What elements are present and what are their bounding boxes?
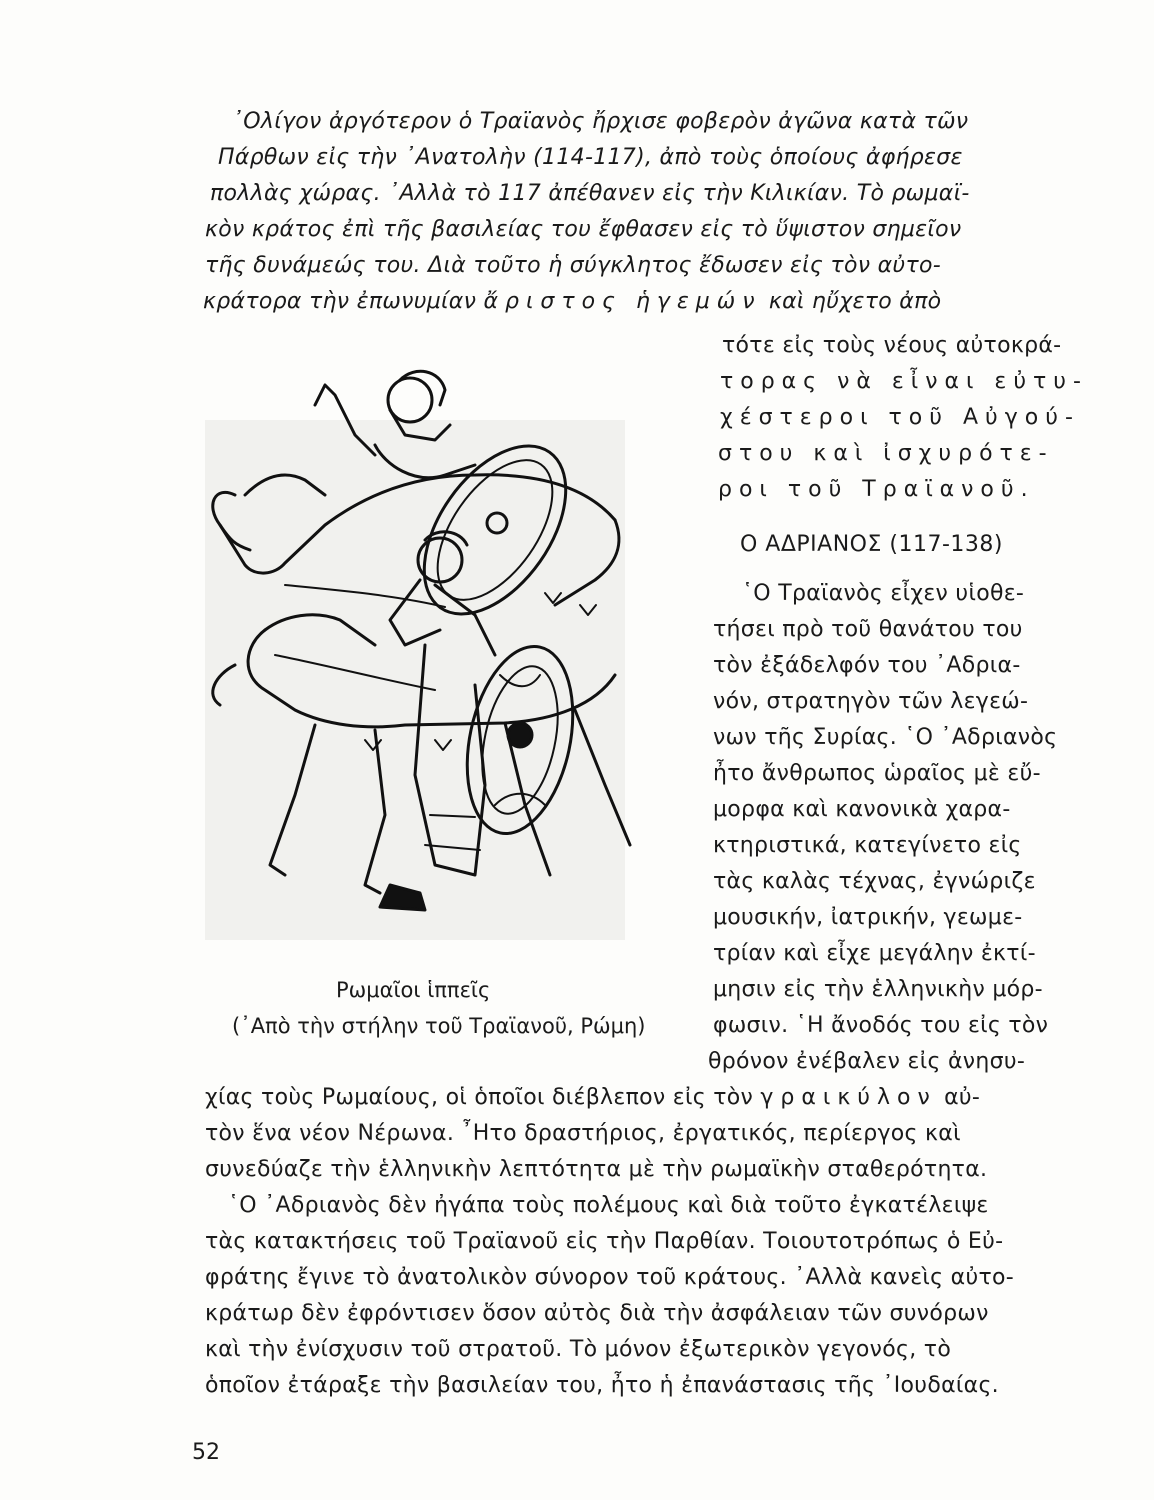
text-span: αὐ- — [944, 1085, 981, 1110]
right-column-line: μησιν εἰς τὴν ἑλληνικὴν μόρ- — [713, 977, 1043, 1002]
spaced-emphasis: γραικύλον — [760, 1085, 937, 1110]
right-column-line: νων τῆς Συρίας. ῾Ο ᾿Αδριανὸς — [713, 725, 1058, 750]
roman-cavalry-illustration — [175, 345, 645, 965]
right-column-line: θρόνον ἐνέβαλεν εἰς ἀνησυ- — [708, 1049, 1026, 1074]
text-line: πολλὰς χώρας. ᾿Αλλὰ τὸ 117 ἀπέθανεν εἰς τὴν Κιλικίαν. Τὸ ρωμαϊ- — [210, 181, 970, 206]
text-line: τῆς δυνάμεώς του. Διὰ τοῦτο ἡ σύγκλητος ἔδωσεν εἰς τὸν αὐτο- — [205, 253, 941, 278]
right-column-line: ἦτο ἄνθρωπος ὡραῖος μὲ εὔ- — [713, 761, 1041, 786]
text-line: κὸν κράτος ἐπὶ τῆς βασιλείας του ἔφθασεν εἰς τὸ ὕψιστον σημεῖον — [205, 217, 962, 242]
spaced-emphasis: ἄριστος ἡγεμών — [483, 289, 762, 314]
text-line: φράτης ἔγινε τὸ ἀνατολικὸν σύνορον τοῦ κράτους. ᾿Αλλὰ κανεὶς αὐτο- — [205, 1265, 1015, 1290]
right-column-line: τότε εἰς τοὺς νέους αὐτοκρά- — [722, 333, 1062, 358]
right-column-line: νόν, στρατηγὸν τῶν λεγεώ- — [713, 689, 1029, 714]
section-heading: Ο ΑΔΡΙΑΝΟΣ (117-138) — [740, 532, 1003, 557]
text-line: ῾Ο ᾿Αδριανὸς δὲν ἠγάπα τοὺς πολέμους καὶ διὰ τοῦτο ἐγκατέλειψε — [228, 1193, 989, 1218]
text-span: χίας τοὺς Ρωμαίους, οἱ ὁποῖοι διέβλεπον εἰς τὸν — [205, 1085, 754, 1110]
right-column-line: τορας νὰ εἶναι εὐτυ- — [720, 369, 1088, 394]
text-line — [205, 1084, 1075, 1112]
right-column-line: χέστεροι τοῦ Αὐγού- — [720, 405, 1080, 430]
right-column-line: τήσει πρὸ τοῦ θανάτου του — [713, 617, 1023, 642]
right-column-line: ῾Ο Τραϊανὸς εἶχεν υἱοθε- — [742, 581, 1025, 606]
text-line: τὰς κατακτήσεις τοῦ Τραϊανοῦ εἰς τὴν Παρθίαν. Τοιουτοτρόπως ὁ Εὐ- — [205, 1229, 1004, 1254]
text-line — [203, 288, 1073, 316]
right-column-line: μουσικήν, ἰατρικήν, γεωμε- — [713, 905, 1023, 930]
text-line: συνεδύαζε τὴν ἑλληνικὴν λεπτότητα μὲ τὴν ρωμαϊκὴν σταθερότητα. — [205, 1157, 988, 1182]
page-number: 52 — [192, 1440, 220, 1465]
right-column-line: φωσιν. ῾Η ἄνοδός του εἰς τὸν — [713, 1013, 1049, 1038]
text-line: τὸν ἕνα νέον Νέρωνα. ῏Ητο δραστήριος, ἐργατικός, περίεργος καὶ — [205, 1121, 961, 1146]
text-line: καὶ τὴν ἐνίσχυσιν τοῦ στρατοῦ. Τὸ μόνον ἐξωτερικὸν γεγονός, τὸ — [205, 1337, 952, 1362]
figure-caption-title: Ρωμαῖοι ἱππεῖς — [336, 978, 491, 1002]
text-line: κράτωρ δὲν ἐφρόντισεν ὅσον αὐτὸς διὰ τὴν ἀσφάλειαν τῶν συνόρων — [205, 1301, 989, 1326]
text-span: κράτορα τὴν ἐπωνυμίαν — [203, 289, 477, 314]
right-column-line: ροι τοῦ Τραϊανοῦ. — [718, 477, 1035, 502]
figure-caption-source: (᾿Απὸ τὴν στήλην τοῦ Τραϊανοῦ, Ρώμη) — [232, 1014, 646, 1038]
right-column-line: κτηριστικά, κατεγίνετο εἰς — [713, 833, 1022, 858]
right-column-line: τὰς καλὰς τέχνας, ἐγνώριζε — [713, 869, 1036, 894]
right-column-line: τρίαν καὶ εἶχε μεγάλην ἐκτί- — [713, 941, 1036, 966]
text-span: καὶ ηὔχετο ἀπὸ — [768, 289, 942, 314]
text-line: ᾿Ολίγον ἀργότερον ὁ Τραϊανὸς ἤρχισε φοβερὸν ἀγῶνα κατὰ τῶν — [232, 109, 969, 134]
right-column-line: τὸν ἐξάδελφόν του ᾿Αδρια- — [713, 653, 1021, 678]
text-line: Πάρθων εἰς τὴν ᾿Ανατολὴν (114-117), ἀπὸ τοὺς ὁποίους ἀφήρεσε — [218, 145, 963, 170]
text-line: ὁποῖον ἐτάραξε τὴν βασιλείαν του, ἦτο ἡ ἐπανάστασις τῆς ᾿Ιουδαίας. — [205, 1373, 999, 1398]
right-column-line: στου καὶ ἰσχυρότε- — [718, 441, 1054, 466]
right-column-line: μορφα καὶ κανονικὰ χαρα- — [713, 797, 1011, 822]
